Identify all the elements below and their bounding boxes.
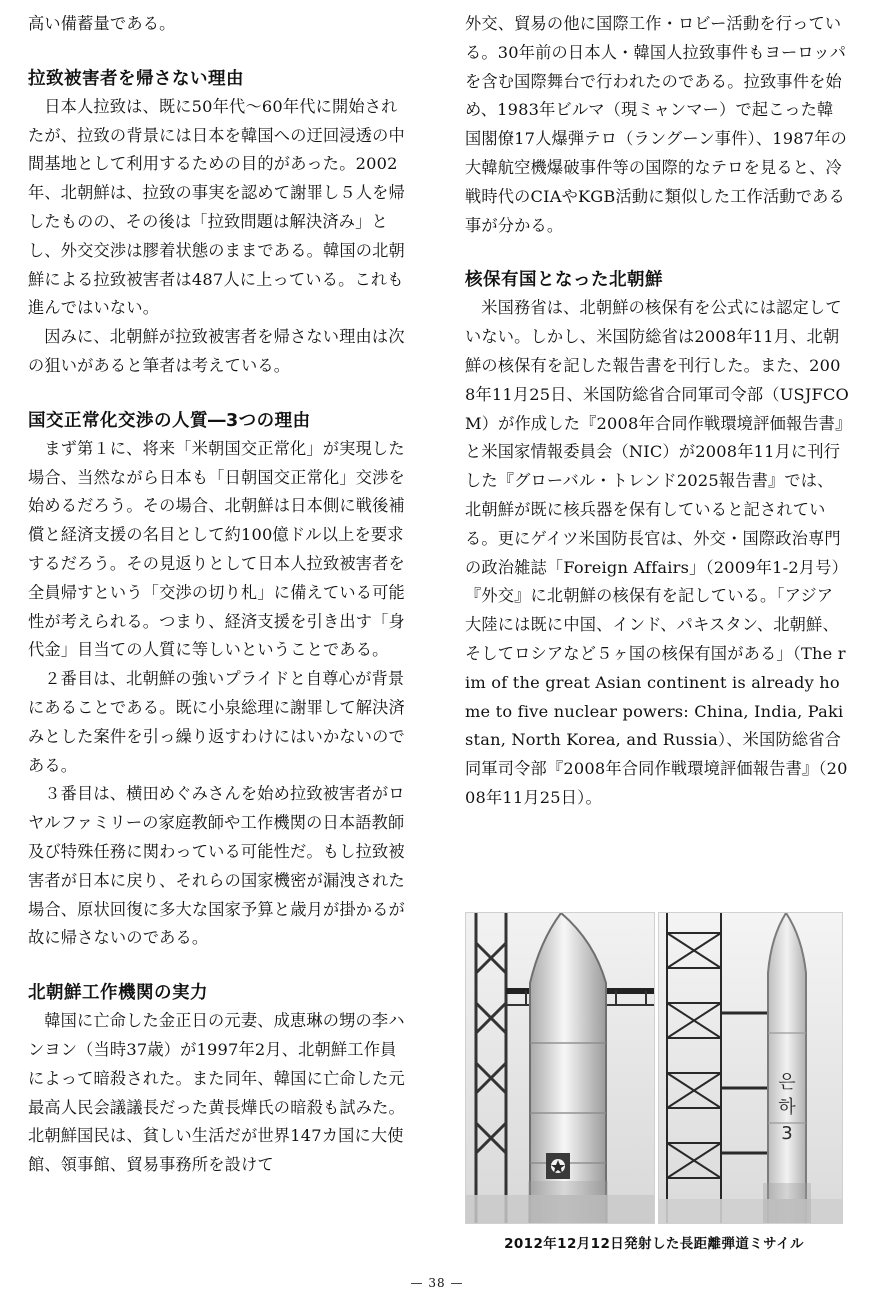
paragraph-continued-operations: 外交、貿易の他に国際工作・ロビー活動を行っている。30年前の日本人・韓国人拉致事件もヨーロッパを含む国際舞台で行われたのである。拉致事件を始め、1983年ビルマ（現ミャンマー）で起こった韓国閣僚17人爆弾テロ（ラングーン事件）、1987年の大韓航空機爆破事件等の国際的なテロを見ると、冷戦時代のCIAやKGB活動に類似した工作活動である事が分かる。: [465, 14, 847, 235]
rocket-illustration-left: [466, 913, 655, 1224]
paragraph-abduction-intro: 日本人拉致は、既に50年代～60年代に開始されたが、拉致の背景には日本を韓国への迂回浸透の中間基地として利用するための目的があった。2002年、北朝鮮は、拉致の事実を認めて謝罪し５人を帰したものの、その後は「拉致問題は解決済み」とし、外交交渉は膠着状態のままである。韓国の北朝鮮による拉致被害者は487人に上っている。これも進んではいない。: [28, 96, 405, 318]
paragraph-reason-three: ３番目は、横田めぐみさんを始め拉致被害者がロヤルファミリーの家庭教師や工作機関の日本語教師及び特殊任務に関わっている可能性だ。もし拉致被害者が日本に戻り、それらの国家機密が漏洩された場合、原状回復に多大な国家予算と歳月が掛かるが故に帰さないのである。: [28, 784, 405, 948]
paragraph-abduction-reasons: 因みに、北朝鮮が拉致被害者を帰さない理由は次の狙いがあると筆者は考えている。: [28, 327, 405, 375]
spacer: [28, 953, 410, 979]
paragraph-reason-one: まず第１に、将来「米朝国交正常化」が実現した場合、当然ながら日本も「日朝国交正常化」交渉を始めるだろう。その場合、北朝鮮は日本側に戦後補償と経済支援の名目として約100億ドル以上を要求するだろう。その見返りとして日本人拉致被害者を全員帰すという「交渉の切り札」に備えている可能性が考えられる。つまり、経済支援を引き出す「身代金」目当ての人質に等しいということである。: [28, 438, 405, 660]
paragraph-nuclear-state: 米国務省は、北朝鮮の核保有を公式には認定していない。しかし、米国防総省は2008年11月、北朝鮮の核保有を記した報告書を刊行した。また、2008年11月25日、米国防総省合同軍司令部（USJFCOM）が作成した『2008年合同作戦環境評価報告書』と米国家情報委員会（NIC）が2008年11月に刊行した『グローバル・トレンド2025報告書』では、北朝鮮が既に核兵器を保有していると記されている。更にゲイツ米国防長官は、外交・国際政治専門の政治雑誌「Foreign Affairs」（2009年1-2月号）『外交』に北朝鮮の核保有を記している。「アジア大陸には既に中国、インド、パキスタン、北朝鮮、そしてロシアなど５ヶ国の核保有国がある」（The rim of the great Asian continent is already home to five nuclear powers: China, India, Pakistan, North Korea, and Russia）、米国防総省合同軍司令部『2008年合同作戦環境評価報告書』（2008年11月25日）。: [465, 298, 850, 807]
spacer: [465, 240, 849, 266]
rocket-text-line-3: 3: [781, 1123, 793, 1144]
rocket-photo-right: [658, 912, 843, 1224]
spacer: [28, 39, 410, 65]
figure-caption: 2012年12月12日発射した長距離弾道ミサイル: [504, 1236, 804, 1252]
paragraph-reason-two: ２番目は、北朝鮮の強いプライドと自尊心が背景にあることである。既に小泉総理に謝罪して解決済みとした案件を引っ繰り返すわけにはいかないのである。: [28, 669, 405, 775]
rocket-illustration-right: [659, 913, 843, 1224]
paragraph-operations: 韓国に亡命した金正日の元妻、成恵琳の甥の李ハンヨン（当時37歳）が1997年2月、北朝鮮工作員によって暗殺された。また同年、韓国に亡命した元最高人民会議議長だった黄長燁氏の暗殺も試みた。北朝鮮国民は、貧しい生活だが世界147カ国に大使館、領事館、貿易事務所を設けて: [28, 1011, 405, 1175]
spacer: [28, 381, 410, 407]
rocket-text-line-2: 하: [778, 1097, 796, 1118]
section-heading-abduction-reasons: 拉致被害者を帰さない理由: [28, 68, 244, 89]
page-number: — 38 —: [410, 1276, 464, 1290]
section-heading-nuclear-state: 核保有国となった北朝鮮: [465, 270, 663, 291]
rocket-photo-left: [465, 912, 655, 1224]
section-heading-operations-capability: 北朝鮮工作機関の実力: [28, 983, 208, 1004]
section-heading-hostage-three-reasons: 国交正常化交渉の人質―3つの理由: [28, 410, 311, 431]
missile-photos-figure: [465, 912, 843, 1224]
paragraph-leftover: 高い備蓄量である。: [28, 14, 176, 33]
left-column: [28, 10, 410, 1180]
rocket-text-line-1: 은: [778, 1072, 796, 1093]
right-column: [465, 10, 849, 813]
